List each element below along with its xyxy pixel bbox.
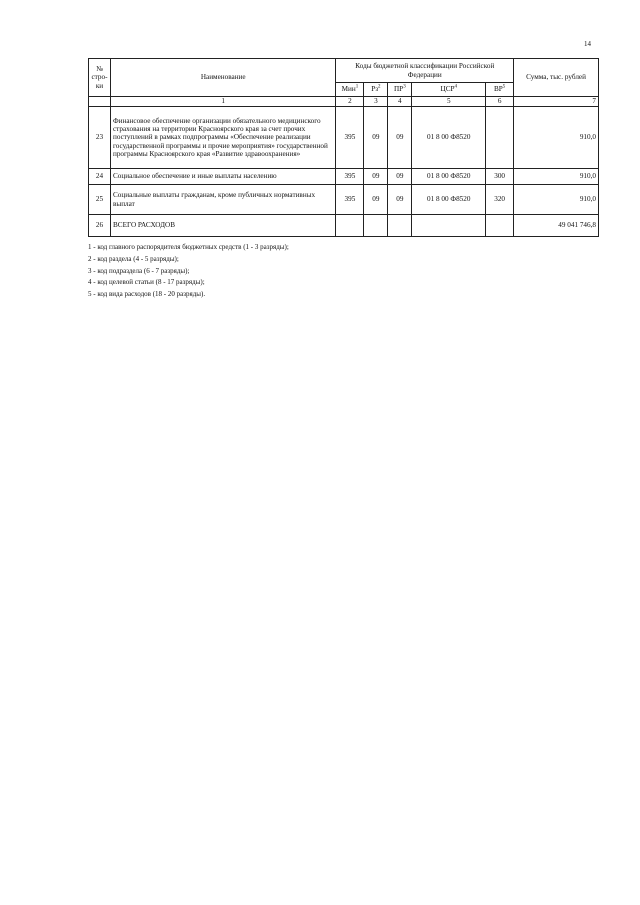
header-name: Наименование bbox=[110, 59, 335, 97]
header-col-min bbox=[336, 83, 364, 97]
col-num-1: 1 bbox=[110, 97, 335, 107]
row-min: 395 bbox=[336, 107, 364, 169]
page-number: 14 bbox=[584, 40, 591, 48]
row-vr: 300 bbox=[486, 169, 514, 185]
footnote-5: 5 - код вида расходов (18 - 20 разряды). bbox=[88, 290, 206, 299]
column-number-row bbox=[89, 97, 599, 107]
row-rz: 09 bbox=[364, 107, 388, 169]
row-name: Социальное обеспечение и иные выплаты населению bbox=[110, 169, 335, 185]
col-num-5: 5 bbox=[412, 97, 486, 107]
footnote-ref-2: 2 bbox=[378, 84, 381, 90]
row-name: ВСЕГО РАСХОДОВ bbox=[110, 215, 335, 237]
header-col-rz bbox=[364, 83, 388, 97]
row-pr: 09 bbox=[388, 169, 412, 185]
row-no: 25 bbox=[89, 185, 111, 215]
footnote-ref-1: 1 bbox=[355, 84, 359, 90]
header-row-no: № стро-ки bbox=[89, 59, 111, 97]
header-col-rz-text: Рз bbox=[371, 85, 379, 94]
footnotes bbox=[88, 242, 289, 301]
row-vr bbox=[486, 107, 514, 169]
row-min: 395 bbox=[336, 169, 364, 185]
header-col-csr-text: ЦСР bbox=[440, 85, 455, 94]
row-rz: 09 bbox=[364, 169, 388, 185]
header-row-1 bbox=[89, 59, 599, 83]
row-rz bbox=[364, 215, 388, 237]
row-sum: 910,0 bbox=[514, 169, 599, 185]
header-col-vr bbox=[486, 83, 514, 97]
footnote-3: 3 - код подраздела (6 - 7 разряды); bbox=[88, 266, 190, 275]
row-sum: 910,0 bbox=[514, 107, 599, 169]
row-rz: 09 bbox=[364, 185, 388, 215]
row-csr: 01 8 00 Ф8520 bbox=[412, 107, 486, 169]
col-num-blank bbox=[89, 97, 111, 107]
footnote-ref-5: 5 bbox=[502, 84, 506, 90]
row-pr bbox=[388, 215, 412, 237]
row-csr: 01 8 00 Ф8520 bbox=[412, 169, 486, 185]
col-num-7: 7 bbox=[514, 97, 599, 107]
col-num-3: 3 bbox=[364, 97, 388, 107]
budget-table bbox=[88, 58, 599, 237]
row-csr bbox=[412, 215, 486, 237]
row-sum: 49 041 746,8 bbox=[514, 215, 599, 237]
footnote-4: 4 - код целевой статьи (8 - 17 разряды); bbox=[88, 278, 205, 287]
row-min: 395 bbox=[336, 185, 364, 215]
footnote-ref-4: 4 bbox=[454, 84, 457, 90]
footnote-2: 2 - код раздела (4 - 5 разряды); bbox=[88, 254, 179, 263]
row-sum: 910,0 bbox=[514, 185, 599, 215]
row-min bbox=[336, 215, 364, 237]
header-col-csr bbox=[412, 83, 486, 97]
header-col-pr bbox=[388, 83, 412, 97]
row-name: Социальные выплаты гражданам, кроме публичных нормативных выплат bbox=[110, 185, 335, 215]
header-sum: Сумма, тыс. рублей bbox=[514, 59, 599, 97]
col-num-2: 2 bbox=[336, 97, 364, 107]
table-row bbox=[89, 107, 599, 169]
col-num-6: 6 bbox=[486, 97, 514, 107]
col-num-4: 4 bbox=[388, 97, 412, 107]
row-name: Финансовое обеспечение организации обязательного медицинского страхования на территории Красноярского края за счет прочих поступлений в рамках подпрограммы «Обеспечение реализации государственной программы и прочие мероприятия» государственной программы Красноярского края «Развитие здравоохранения» bbox=[110, 107, 335, 169]
header-col-min-text: Мин bbox=[341, 85, 356, 94]
table-row bbox=[89, 215, 599, 237]
header-col-pr-text: ПР bbox=[393, 85, 404, 94]
footnote-1: 1 - код главного распорядителя бюджетных средств (1 - 3 разряды); bbox=[88, 243, 289, 251]
row-vr bbox=[486, 215, 514, 237]
row-no: 23 bbox=[89, 107, 111, 169]
row-csr: 01 8 00 Ф8520 bbox=[412, 185, 486, 215]
row-no: 24 bbox=[89, 169, 111, 185]
header-col-vr-text: ВР bbox=[493, 85, 503, 94]
header-codes-group: Коды бюджетной классификации Российской Федерации bbox=[336, 59, 514, 83]
row-pr: 09 bbox=[388, 185, 412, 215]
footnote-ref-3: 3 bbox=[403, 84, 406, 90]
row-pr: 09 bbox=[388, 107, 412, 169]
table-row bbox=[89, 169, 599, 185]
row-vr: 320 bbox=[486, 185, 514, 215]
row-no: 26 bbox=[89, 215, 111, 237]
table-row bbox=[89, 185, 599, 215]
